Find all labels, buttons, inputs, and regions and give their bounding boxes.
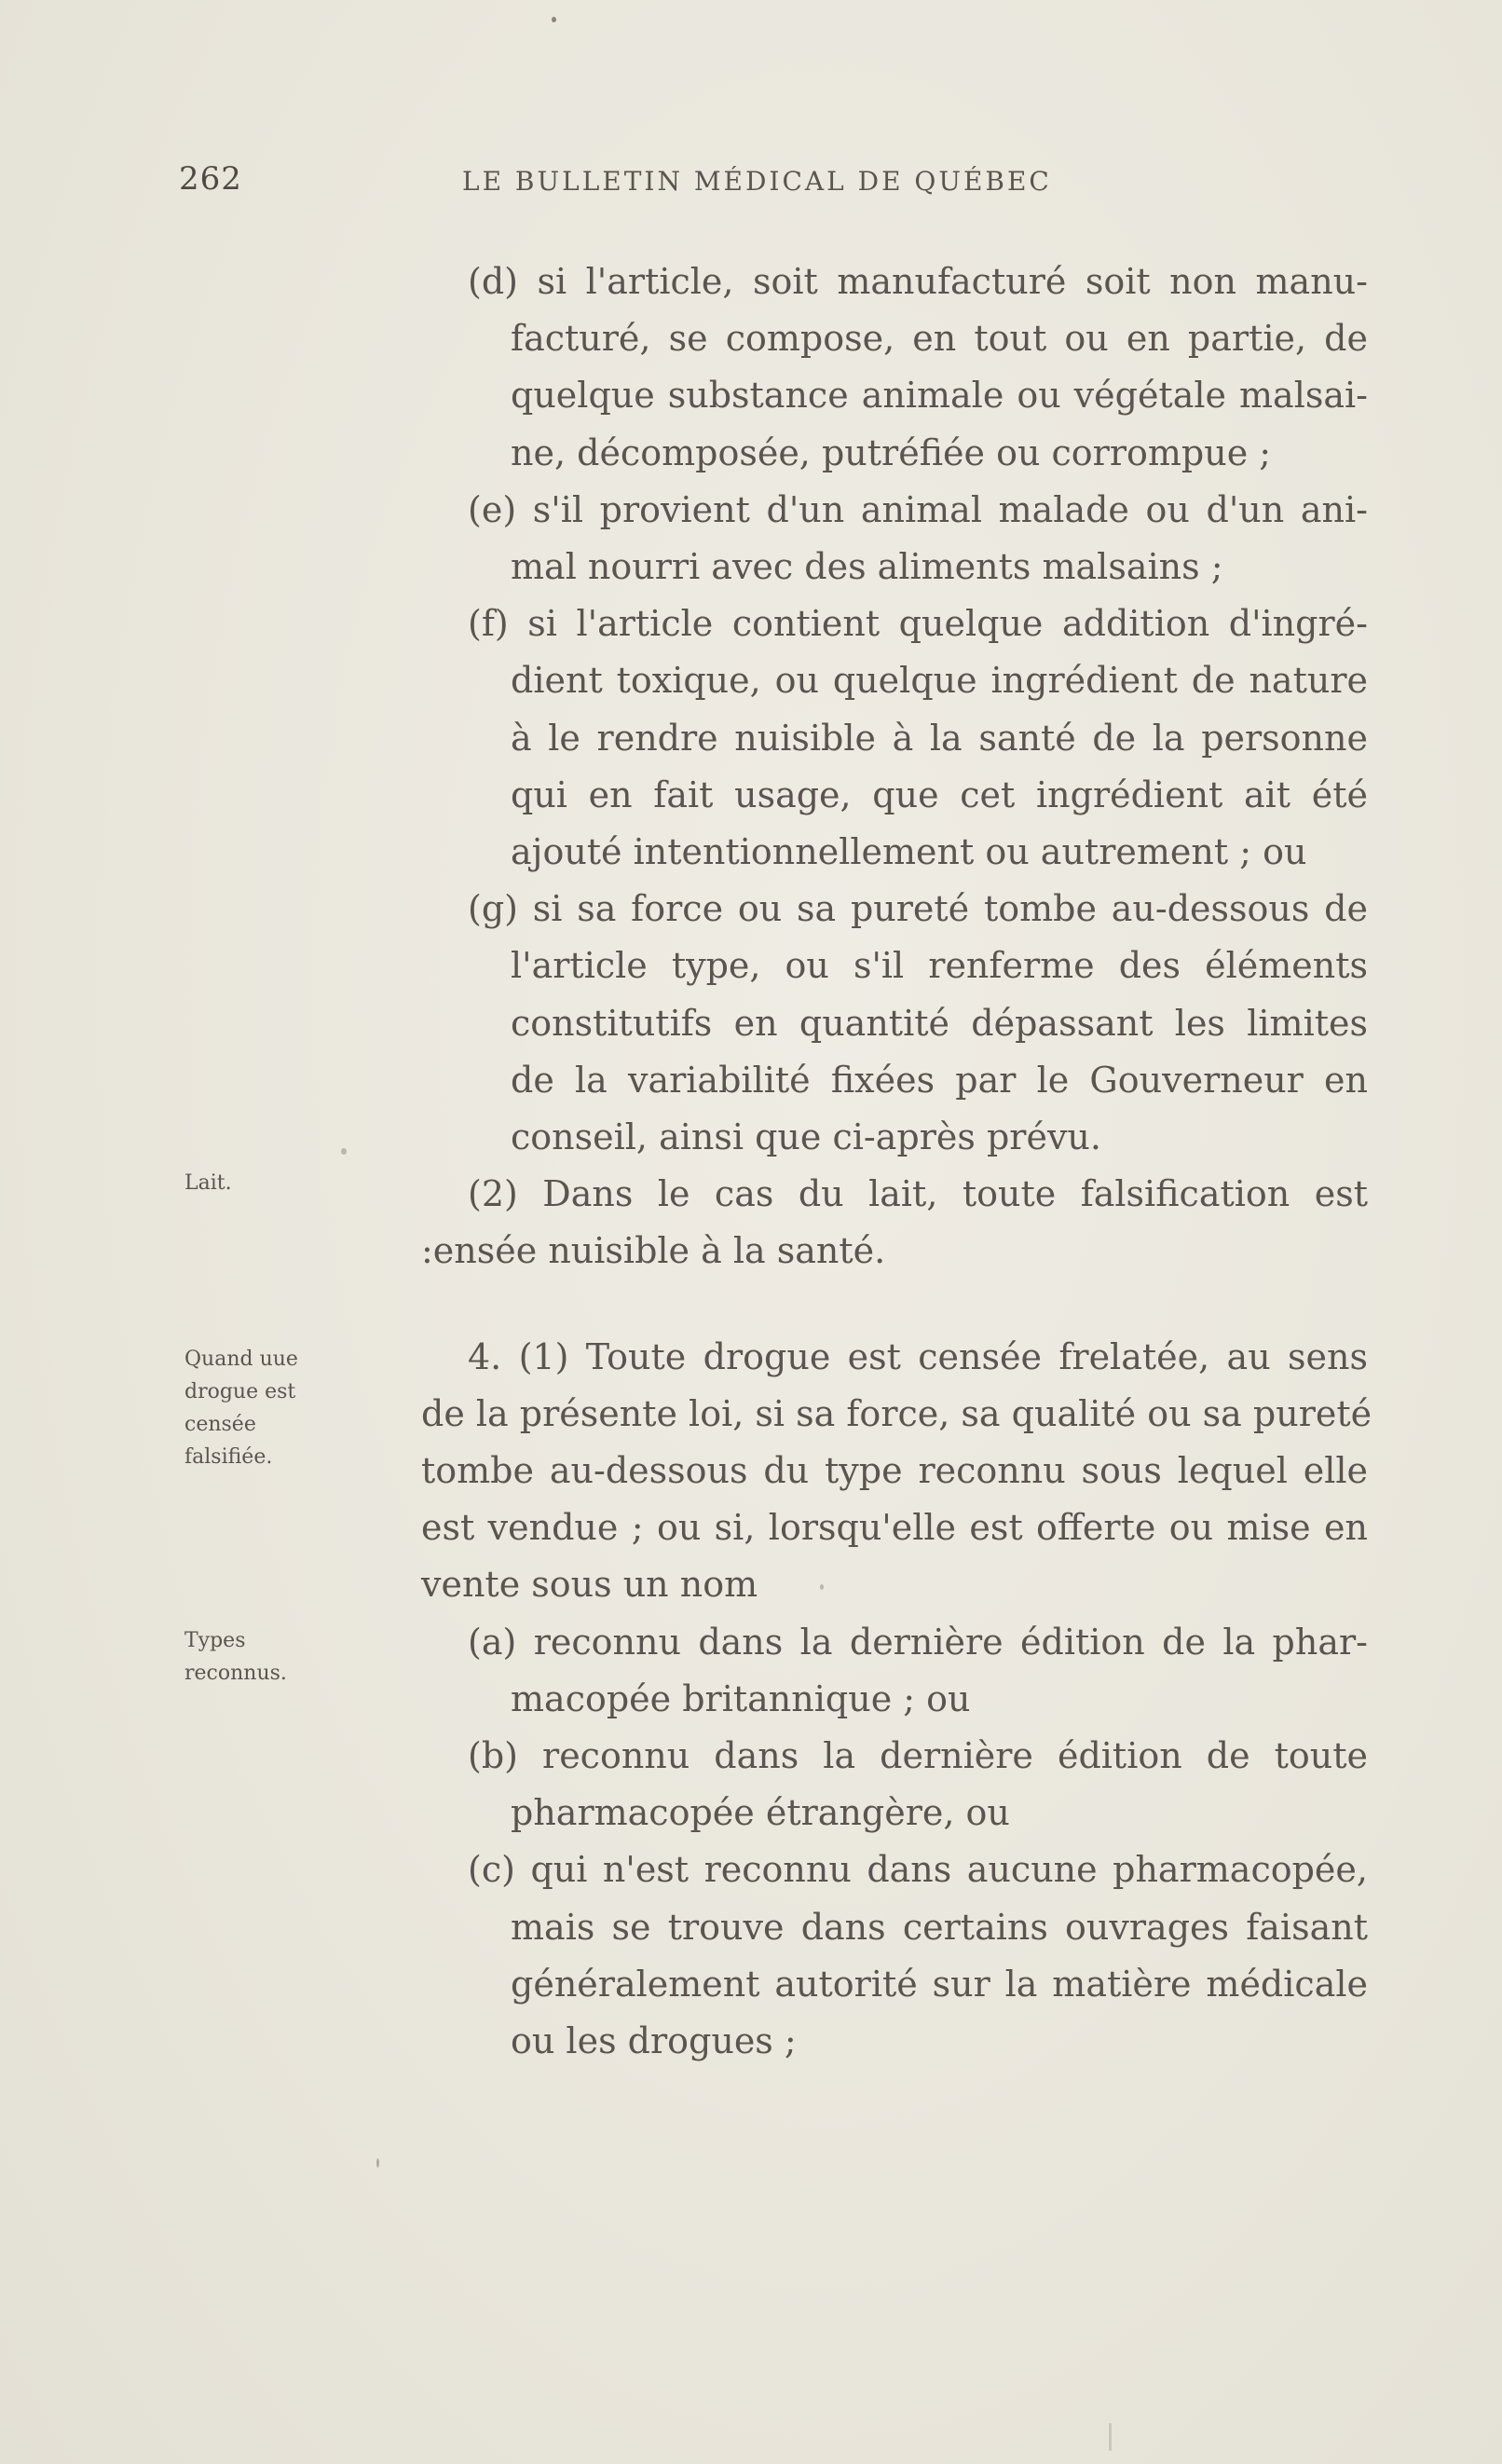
margin-note-line: Quand uue: [184, 1348, 298, 1371]
paper-speck: [341, 1148, 347, 1155]
text-line: macopée britannique ; ou: [511, 1677, 971, 1719]
text-line: de la présente loi, si sa force, sa qualité ou sa pureté: [421, 1392, 1372, 1434]
text-line: :ensée nuisible à la santé.: [421, 1230, 886, 1272]
margin-note-line: reconnus.: [184, 1662, 287, 1685]
margin-note-line: falsifiée.: [184, 1445, 273, 1469]
text-line: est vendue ; ou si, lorsqu'elle est offerte ou mise en: [421, 1507, 1368, 1549]
margin-note-quand-drogue: [184, 1343, 298, 1473]
paper-speck: [1109, 2423, 1112, 2451]
margin-note-lait: [184, 1167, 232, 1199]
paper-speck: [376, 2158, 379, 2168]
margin-note-line: censée: [184, 1413, 256, 1436]
text-line: l'article type, ou s'il renferme des éléments: [511, 945, 1368, 987]
text-line: qui en fait usage, que cet ingrédient ait été: [511, 773, 1368, 815]
text-line: (g) si sa force ou sa pureté tombe au-dessous de: [468, 888, 1368, 930]
paper-speck: [552, 17, 556, 22]
text-line: quelque substance animale ou végétale malsai-: [511, 375, 1368, 417]
text-line: dient toxique, ou quelque ingrédient de nature: [511, 660, 1368, 702]
paper-speck: [820, 1584, 824, 1590]
text-line: mais se trouve dans certains ouvrages faisant: [511, 1906, 1368, 1948]
text-line: (f) si l'article contient quelque addition d'ingré-: [468, 603, 1368, 645]
text-line: à le rendre nuisible à la santé de la personne: [511, 717, 1368, 759]
text-line: ou les drogues ;: [511, 2020, 797, 2062]
text-line: (e) s'il provient d'un animal malade ou d'un ani-: [468, 488, 1368, 530]
margin-note-line: drogue est: [184, 1380, 296, 1403]
text-line: mal nourri avec des aliments malsains ;: [511, 546, 1223, 588]
text-line: de la variabilité fixées par le Gouverneur en: [511, 1059, 1368, 1101]
text-line: 4. (1) Toute drogue est censée frelatée, au sens: [468, 1335, 1368, 1377]
margin-note-types: [184, 1624, 287, 1690]
body-text: [421, 253, 1372, 2070]
text-line: (a) reconnu dans la dernière édition de la phar-: [468, 1621, 1368, 1663]
text-line: ajouté intentionnellement ou autrement ; ou: [511, 831, 1307, 873]
text-line: (2) Dans le cas du lait, toute falsification est: [468, 1173, 1368, 1215]
text-line: (c) qui n'est reconnu dans aucune pharmacopée,: [468, 1849, 1368, 1891]
margin-note-line: Types: [184, 1629, 246, 1652]
text-line: généralement autorité sur la matière médicale: [511, 1963, 1368, 2005]
paragraph-gap: [421, 1280, 1368, 1329]
text-line: tombe au-dessous du type reconnu sous lequel elle: [421, 1450, 1368, 1492]
page-number: 262: [179, 160, 242, 198]
text-line: vente sous un nom: [421, 1564, 758, 1606]
text-line: ne, décomposée, putréfiée ou corrompue ;: [511, 431, 1272, 473]
running-head: LE BULLETIN MÉDICAL DE QUÉBEC: [462, 166, 1052, 197]
text-line: (b) reconnu dans la dernière édition de toute: [468, 1735, 1368, 1777]
text-line: facturé, se compose, en tout ou en partie, de: [511, 318, 1368, 360]
text-line: constitutifs en quantité dépassant les limites: [511, 1002, 1368, 1044]
text-line: conseil, ainsi que ci-après prévu.: [511, 1116, 1101, 1158]
text-line: (d) si l'article, soit manufacturé soit non manu-: [468, 261, 1368, 302]
margin-note-line: Lait.: [184, 1171, 232, 1195]
text-line: pharmacopée étrangère, ou: [511, 1792, 1010, 1834]
